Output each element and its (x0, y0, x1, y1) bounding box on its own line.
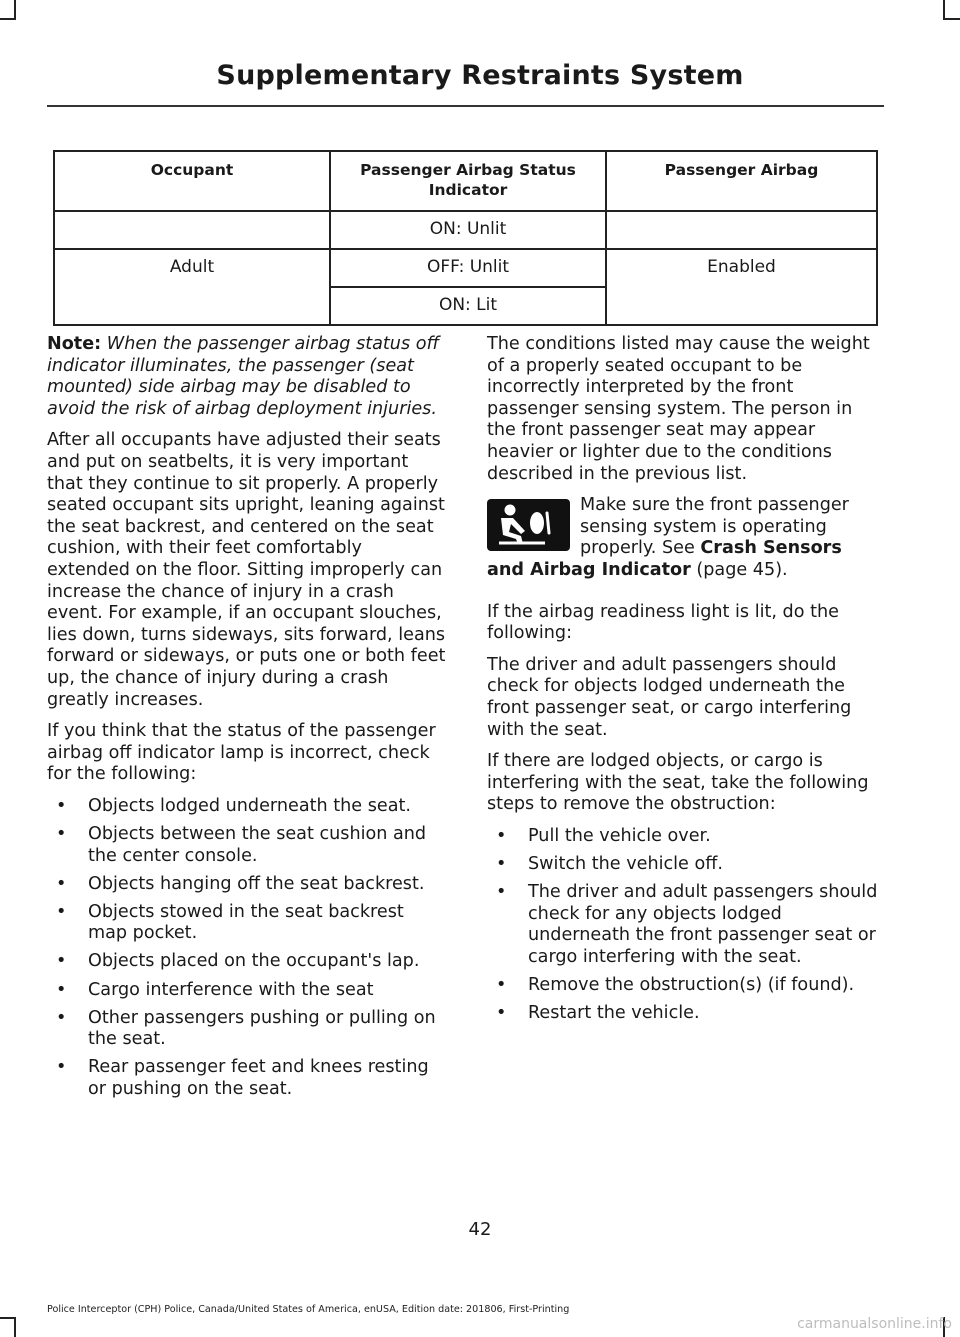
column-header-indicator: Passenger Airbag Status Indicator (330, 151, 606, 211)
list-item (487, 854, 882, 876)
table-cell-airbag: Enabled (606, 249, 877, 325)
cross-reference-link[interactable]: Crash Sensors and Airbag Indicator (487, 538, 842, 580)
bullet-glyph: • (56, 1057, 67, 1078)
bullet-glyph: • (56, 823, 67, 844)
left-column (47, 334, 447, 1107)
airbag-status-table (53, 150, 878, 326)
body-paragraph: The conditions listed may cause the weight of a properly seated occupant to be incorrectly interpreted by the front passenger sensing system. The person in the front passenger seat may appear heavier or lighter due to the conditions described in the previous list. (487, 334, 870, 484)
crop-mark (943, 0, 945, 20)
body-paragraph: After all occupants have adjusted their seats and put on seatbelts, it is very important that they continue to sit properly. A properly seated occupant sits upright, leaning against the seat backrest, and centered on the seat cushion, with their feet comfortably extended on the floor. Sitting improperly can increase the chance of injury in a crash event. For example, if an occupant slouches, lies down, turns sideways, sits forward, leans forward or sideways, or puts one or both feet up, the chance of injury during a crash greatly increases. (47, 430, 446, 710)
crop-mark (0, 18, 16, 20)
check-list (47, 796, 447, 1101)
list-item (487, 975, 882, 997)
body-paragraph: If you think that the status of the passenger airbag off indicator lamp is incorrect, check for the following: (47, 721, 436, 785)
list-item-text: Switch the vehicle off. (528, 853, 723, 874)
list-item-text: Objects stowed in the seat backrest map pocket. (88, 901, 404, 944)
bullet-glyph: • (496, 1003, 507, 1024)
icon-paragraph-text: Make sure the front passenger sensing system is operating properly. See (580, 495, 849, 559)
list-item-text: Other passengers pushing or pulling on the seat. (88, 1007, 436, 1050)
airbag-warning-icon (487, 499, 570, 551)
column-header-occupant: Occupant (54, 151, 330, 211)
list-item-text: Pull the vehicle over. (528, 825, 711, 846)
footer-edition-text: Police Interceptor (CPH) Police, Canada/United States of America, enUSA, Edition date: 201806, First-Printing (47, 1304, 570, 1315)
list-item (47, 796, 447, 818)
note-paragraph (47, 334, 447, 420)
steps-list (487, 826, 882, 1025)
list-item-text: Rear passenger feet and knees resting or pushing on the seat. (88, 1057, 429, 1099)
bullet-glyph: • (56, 1007, 67, 1028)
list-item (47, 951, 447, 973)
list-item (47, 1057, 447, 1100)
list-item (47, 902, 447, 945)
list-item-text: Objects between the seat cushion and the center console. (88, 823, 427, 866)
table-cell-indicator: ON: Unlit (330, 211, 606, 249)
bullet-glyph: • (496, 974, 507, 995)
page-reference: (page 45). (690, 559, 788, 580)
list-item-text: Cargo interference with the seat (88, 979, 374, 1000)
body-paragraph: If there are lodged objects, or cargo is interfering with the seat, take the following steps to remove the obstruction: (487, 751, 869, 815)
bullet-glyph: • (56, 873, 67, 894)
right-column (487, 334, 882, 1031)
page-number: 42 (468, 1219, 492, 1240)
table-cell-occupant: Adult (54, 249, 330, 325)
body-paragraph: The driver and adult passengers should check for objects lodged underneath the front passenger seat, or cargo interfering with the seat. (487, 654, 852, 740)
crop-mark (14, 1317, 16, 1337)
list-item-text: Objects hanging off the seat backrest. (88, 873, 425, 894)
table-cell-occupant (54, 211, 330, 249)
bullet-glyph: • (496, 853, 507, 874)
table-row (54, 211, 877, 249)
icon-paragraph (487, 495, 882, 581)
bullet-glyph: • (56, 901, 67, 922)
bullet-glyph: • (496, 882, 507, 903)
bullet-glyph: • (56, 951, 67, 972)
bullet-glyph: • (496, 825, 507, 846)
crop-mark (14, 0, 16, 20)
watermark: carmanualsonline.info (797, 1316, 952, 1332)
table-cell-indicator: OFF: Unlit (330, 249, 606, 287)
bullet-glyph: • (56, 795, 67, 816)
table-cell-indicator: ON: Lit (330, 287, 606, 325)
header-divider (47, 105, 884, 107)
table-header-row (54, 151, 877, 211)
crop-mark (943, 18, 960, 20)
list-item-text: Objects lodged underneath the seat. (88, 795, 411, 816)
list-item (47, 874, 447, 896)
table-row (54, 249, 877, 287)
list-item (47, 824, 447, 867)
list-item-text: Objects placed on the occupant's lap. (88, 951, 420, 972)
crop-mark (0, 1317, 16, 1319)
body-paragraph: If the airbag readiness light is lit, do the following: (487, 601, 839, 644)
table-cell-airbag (606, 211, 877, 249)
note-label: Note: (47, 334, 102, 354)
list-item (487, 826, 882, 848)
bullet-glyph: • (56, 979, 67, 1000)
list-item (487, 882, 882, 968)
column-header-airbag: Passenger Airbag (606, 151, 877, 211)
list-item (47, 980, 447, 1002)
note-text: When the passenger airbag status off indicator illuminates, the passenger (seat mounted) side airbag may be disabled to avoid the risk of airbag deployment injuries. (47, 334, 440, 419)
page-title: Supplementary Restraints System (216, 60, 744, 91)
list-item-text: Remove the obstruction(s) (if found). (528, 974, 855, 995)
list-item-text: Restart the vehicle. (528, 1003, 700, 1024)
list-item (487, 1003, 882, 1025)
list-item (47, 1008, 447, 1051)
list-item-text: The driver and adult passengers should check for any objects lodged underneath the front passenger seat or cargo interfering with the seat. (528, 882, 878, 967)
